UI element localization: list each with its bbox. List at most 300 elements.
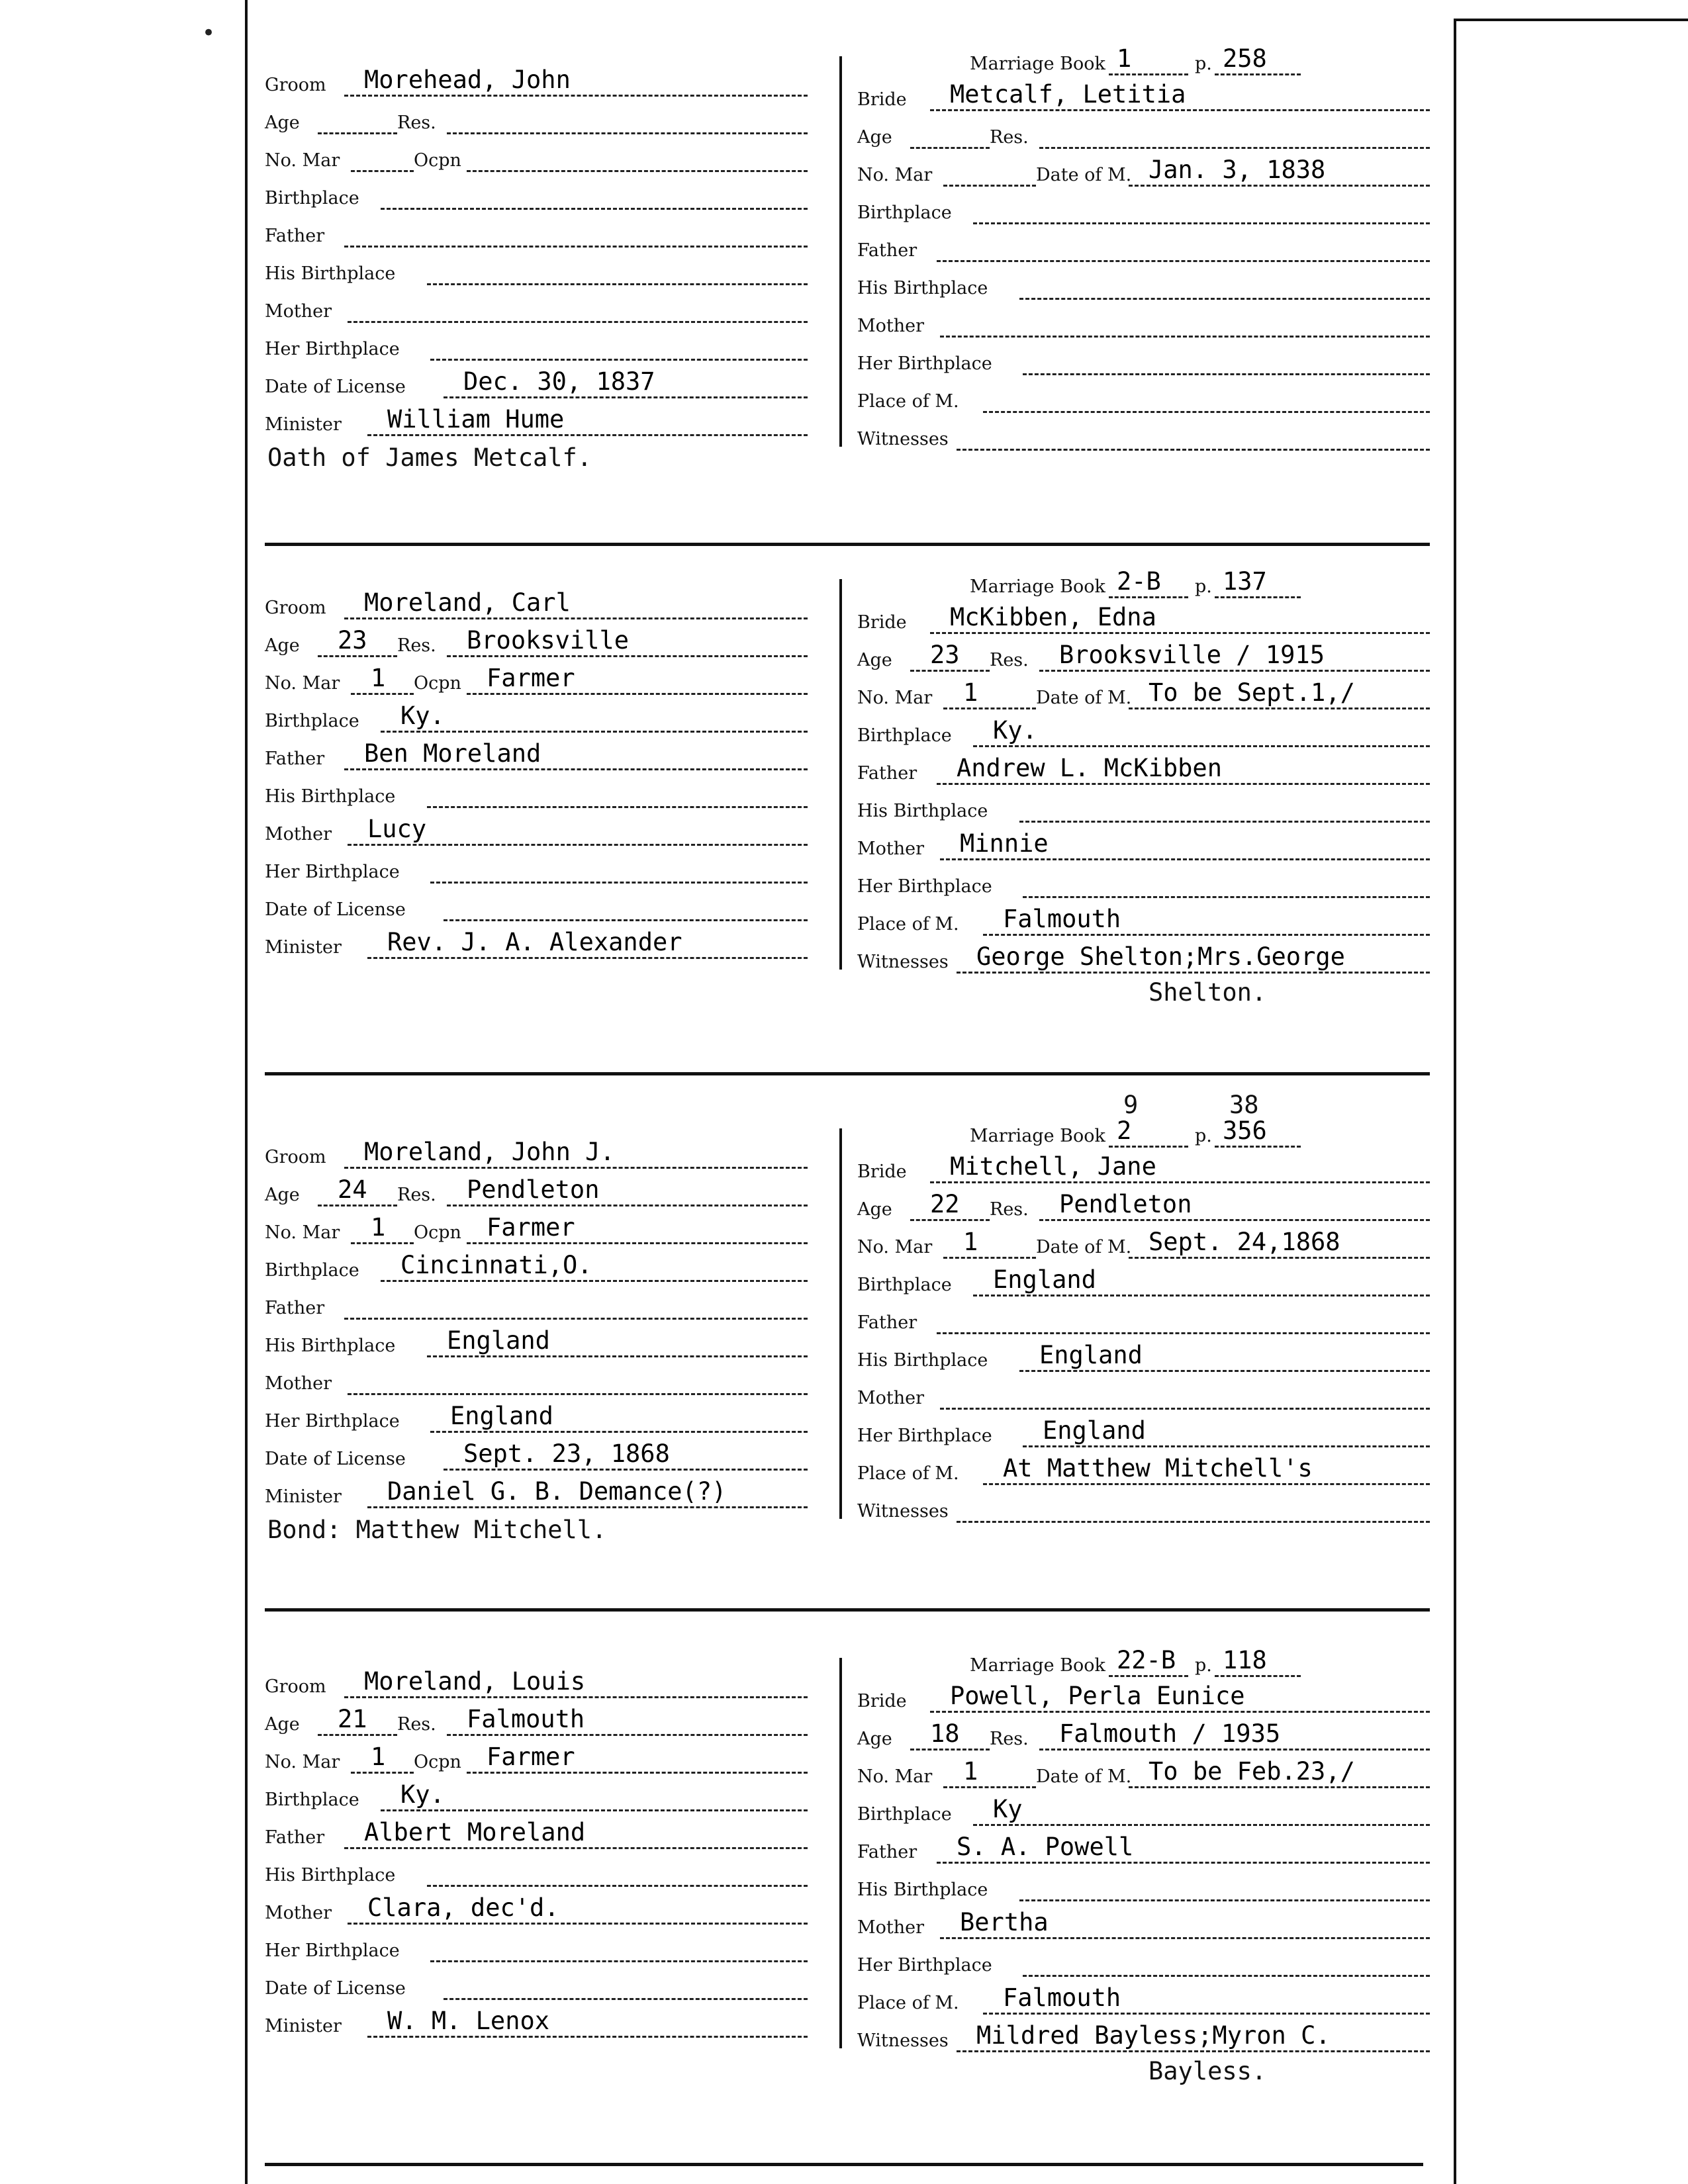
book-page-value: 258 [1223, 44, 1267, 73]
marriage-book-label: Marriage Book [970, 576, 1105, 597]
bride-age-label: Age [857, 1729, 892, 1749]
bride-date-of-m-label: Date of M. [1036, 1237, 1132, 1257]
groom-minister-value: Daniel G. B. Demance(?) [387, 1477, 727, 1506]
groom-ocpn-label: Ocpn [414, 150, 461, 171]
groom-father-label: Father [265, 1298, 325, 1318]
groom-age [265, 1169, 397, 1209]
groom-birthplace-underline [381, 731, 808, 733]
groom-his-birthplace-label: His Birthplace [265, 1336, 396, 1356]
groom-date-of-license-label: Date of License [265, 1978, 406, 1999]
groom-res-underline [447, 132, 808, 134]
bride-no-mar-value: 1 [963, 1757, 978, 1786]
groom-birthplace [265, 1774, 808, 1814]
groom-her-birthplace-label: Her Birthplace [265, 339, 400, 359]
bride-age [857, 112, 990, 152]
bride-his-birthplace-label: His Birthplace [857, 1350, 988, 1371]
bride-res-underline [1039, 1219, 1430, 1221]
bride-mother [857, 300, 1430, 340]
marriage-book-ref [970, 1640, 1314, 1680]
groom-minister-underline [367, 1506, 808, 1508]
bride-father-underline [937, 1862, 1430, 1864]
groom-no-mar-underline [351, 1242, 414, 1244]
groom-his-birthplace [265, 771, 808, 811]
bride-father-value: Andrew L. McKibben [957, 754, 1222, 782]
bride-res [990, 1713, 1430, 1753]
bride-res-value: Falmouth / 1935 [1059, 1719, 1281, 1748]
groom-date-of-license [265, 1963, 808, 2003]
groom-no-mar [265, 135, 414, 175]
groom-no-mar [265, 1737, 414, 1776]
groom-no-mar-value: 1 [371, 1743, 386, 1771]
bride-place-of-m-label: Place of M. [857, 914, 959, 934]
bride-mother-label: Mother [857, 1917, 925, 1938]
column-divider [839, 1128, 842, 1519]
groom-minister-value: Rev. J. A. Alexander [387, 928, 682, 956]
bride-witnesses-value: George Shelton;Mrs.George [976, 942, 1345, 971]
groom-his-birthplace-label: His Birthplace [265, 263, 396, 284]
groom-date-of-license [265, 361, 808, 401]
book-number-value: 1 [1117, 44, 1132, 73]
bride-mother-label: Mother [857, 316, 925, 336]
bride-date-of-m-underline [1129, 1257, 1430, 1259]
groom-date-of-license-underline [444, 396, 808, 398]
marriage-book-label: Marriage Book [970, 1655, 1105, 1676]
groom-res-value: Falmouth [467, 1705, 585, 1733]
bride-his-birthplace-label: His Birthplace [857, 801, 988, 821]
bride-father [857, 748, 1430, 788]
groom-minister [265, 2001, 808, 2040]
bride-his-birthplace [857, 1335, 1430, 1375]
bride-witnesses [857, 2015, 1430, 2055]
bride-date-of-m-underline [1129, 1786, 1430, 1788]
groom-her-birthplace-underline [430, 882, 808, 884]
bride-age-underline [910, 147, 990, 149]
bride-father-label: Father [857, 763, 917, 784]
bride-age-underline [910, 1219, 990, 1221]
groom-minister-label: Minister [265, 937, 342, 958]
groom-her-birthplace [265, 324, 808, 363]
bride-place-of-m-underline [983, 2013, 1430, 2015]
bride-res-underline [1039, 147, 1430, 149]
groom-age [265, 1699, 397, 1739]
bride-bride-value: Powell, Perla Eunice [950, 1682, 1245, 1710]
bride-place-of-m-underline [983, 934, 1430, 936]
bride-mother-value: Minnie [960, 829, 1049, 858]
bride-age-value: 22 [930, 1190, 960, 1218]
groom-age-label: Age [265, 1185, 300, 1205]
bride-place-of-m-label: Place of M. [857, 1463, 959, 1484]
record-note: Oath of James Metcalf. [267, 443, 592, 472]
groom-groom-label: Groom [265, 598, 326, 618]
groom-birthplace-value: Ky. [400, 702, 445, 730]
groom-his-birthplace-value: England [447, 1326, 550, 1355]
bride-date-of-m-value: To be Feb.23,/ [1149, 1757, 1355, 1786]
groom-birthplace-underline [381, 1280, 808, 1282]
groom-her-birthplace [265, 1925, 808, 1965]
groom-ocpn-value: Farmer [487, 664, 575, 692]
bride-bride [857, 1676, 1430, 1715]
groom-no-mar-value: 1 [371, 664, 386, 692]
bride-no-mar-label: No. Mar [857, 165, 933, 185]
bride-res-value: Pendleton [1059, 1190, 1192, 1218]
bride-mother-underline [940, 1937, 1430, 1939]
groom-no-mar [265, 658, 414, 698]
groom-his-birthplace [265, 248, 808, 288]
column-divider [839, 1658, 842, 2048]
groom-mother-underline [348, 1923, 808, 1925]
groom-ocpn-underline [467, 170, 808, 172]
groom-ocpn-value: Farmer [487, 1213, 575, 1242]
bride-father-label: Father [857, 1312, 917, 1333]
bride-witnesses-label: Witnesses [857, 429, 949, 449]
bride-witnesses [857, 414, 1430, 453]
groom-his-birthplace-label: His Birthplace [265, 786, 396, 807]
bride-witnesses [857, 936, 1430, 976]
bride-father [857, 1297, 1430, 1337]
bride-his-birthplace [857, 263, 1430, 302]
page-label: p. [1195, 1655, 1212, 1676]
book-page-value: 118 [1223, 1646, 1267, 1674]
groom-father-label: Father [265, 1827, 325, 1848]
book-number-value: 22-B [1117, 1646, 1176, 1674]
page-top-edge [1454, 19, 1688, 21]
groom-father-value: Albert Moreland [364, 1818, 586, 1846]
groom-groom-label: Groom [265, 75, 326, 95]
groom-birthplace-label: Birthplace [265, 1260, 359, 1281]
bride-bride-value: Mitchell, Jane [950, 1152, 1156, 1181]
bride-mother-underline [940, 1408, 1430, 1410]
bride-birthplace-label: Birthplace [857, 203, 952, 223]
groom-date-of-license-label: Date of License [265, 1449, 406, 1469]
bride-his-birthplace-label: His Birthplace [857, 278, 988, 298]
bride-witnesses-underline [957, 449, 1430, 451]
bride-date-of-m-value: To be Sept.1,/ [1149, 678, 1355, 707]
groom-father [265, 210, 808, 250]
groom-father-value: Ben Moreland [364, 739, 541, 768]
record-note: Bond: Matthew Mitchell. [267, 1516, 607, 1544]
groom-his-birthplace-underline [427, 806, 808, 808]
bride-place-of-m-value: Falmouth [1003, 1983, 1121, 2012]
groom-groom-value: Morehead, John [364, 66, 571, 94]
bride-res-label: Res. [990, 1729, 1029, 1749]
bride-date-of-m-underline [1129, 185, 1430, 187]
groom-age-value: 24 [338, 1175, 367, 1204]
groom-res-underline [447, 655, 808, 657]
bride-witnesses [857, 1486, 1430, 1525]
marriage-book-ref [970, 38, 1314, 78]
bride-no-mar-underline [943, 1786, 1036, 1788]
bride-place-of-m-label: Place of M. [857, 391, 959, 412]
groom-groom-underline [344, 95, 808, 97]
groom-age-label: Age [265, 635, 300, 656]
bride-witnesses-label: Witnesses [857, 2030, 949, 2051]
groom-father-underline [344, 768, 808, 770]
groom-his-birthplace-underline [427, 1885, 808, 1887]
bride-her-birthplace-label: Her Birthplace [857, 1955, 992, 1976]
groom-her-birthplace-underline [430, 1960, 808, 1962]
bride-date-of-m [1036, 150, 1430, 189]
bride-father [857, 225, 1430, 265]
groom-his-birthplace [265, 1850, 808, 1889]
groom-groom-value: Moreland, John J. [364, 1138, 615, 1166]
groom-birthplace-label: Birthplace [265, 711, 359, 731]
bride-his-birthplace-underline [1019, 821, 1430, 823]
groom-res-label: Res. [397, 1185, 436, 1205]
groom-groom [265, 1132, 808, 1171]
bride-bride-label: Bride [857, 1691, 907, 1711]
bride-bride-underline [930, 109, 1430, 111]
groom-groom-underline [344, 1696, 808, 1698]
bride-date-of-m [1036, 1222, 1430, 1261]
groom-groom [265, 582, 808, 622]
groom-ocpn [414, 658, 808, 698]
bride-birthplace-underline [973, 745, 1430, 747]
groom-res-value: Brooksville [467, 626, 630, 655]
bride-no-mar-underline [943, 1257, 1036, 1259]
bride-no-mar-label: No. Mar [857, 1766, 933, 1787]
bride-her-birthplace-underline [1023, 1445, 1430, 1447]
groom-res-label: Res. [397, 635, 436, 656]
bride-birthplace-value: Ky [993, 1795, 1023, 1823]
bride-age-underline [910, 1749, 990, 1751]
groom-ocpn-underline [467, 693, 808, 695]
groom-age-underline [318, 132, 397, 134]
bride-mother-value: Bertha [960, 1908, 1049, 1936]
groom-mother-underline [348, 321, 808, 323]
bride-mother-underline [940, 336, 1430, 338]
bride-birthplace-value: Ky. [993, 716, 1037, 745]
bride-no-mar-value: 1 [963, 678, 978, 707]
bride-date-of-m-value: Jan. 3, 1838 [1149, 156, 1326, 184]
groom-res-underline [447, 1205, 808, 1206]
bride-birthplace-underline [973, 1295, 1430, 1297]
bride-father [857, 1827, 1430, 1866]
groom-birthplace-label: Birthplace [265, 1790, 359, 1810]
groom-mother-label: Mother [265, 1903, 332, 1923]
bride-no-mar-underline [943, 707, 1036, 709]
groom-date-of-license-underline [444, 919, 808, 921]
marriage-record [252, 549, 1443, 1079]
bride-bride-underline [930, 1711, 1430, 1713]
groom-no-mar-label: No. Mar [265, 1752, 340, 1772]
groom-ocpn-label: Ocpn [414, 673, 461, 694]
page-right-edge [1454, 20, 1456, 2184]
groom-minister-label: Minister [265, 414, 342, 435]
groom-res-underline [447, 1734, 808, 1736]
bottom-rule [265, 2163, 1423, 2166]
groom-mother-underline [348, 1393, 808, 1395]
groom-minister-label: Minister [265, 2016, 342, 2036]
groom-minister-underline [367, 2036, 808, 2038]
bride-birthplace-underline [973, 1824, 1430, 1826]
groom-groom-underline [344, 1167, 808, 1169]
bride-witnesses-continued: Bayless. [1149, 2057, 1267, 2085]
book-number-overwrite: 9 [1123, 1091, 1139, 1119]
groom-birthplace [265, 696, 808, 735]
groom-minister [265, 922, 808, 962]
bride-place-of-m [857, 376, 1430, 416]
groom-mother [265, 1888, 808, 1927]
book-number-value: 2 [1117, 1116, 1132, 1145]
bride-bride-label: Bride [857, 612, 907, 633]
book-page-value: 137 [1223, 567, 1267, 596]
groom-minister [265, 399, 808, 439]
groom-age-underline [318, 1734, 397, 1736]
book-number-value: 2-B [1117, 567, 1161, 596]
groom-ocpn-underline [467, 1242, 808, 1244]
groom-father-underline [344, 246, 808, 248]
groom-father-underline [344, 1847, 808, 1849]
bride-witnesses-underline [957, 972, 1430, 974]
groom-ocpn-label: Ocpn [414, 1752, 461, 1772]
bride-no-mar-value: 1 [963, 1228, 978, 1256]
bride-her-birthplace-label: Her Birthplace [857, 1426, 992, 1446]
groom-age-underline [318, 1205, 397, 1206]
groom-ocpn-value: Farmer [487, 1743, 575, 1771]
bride-her-birthplace-value: England [1043, 1416, 1146, 1445]
groom-no-mar-underline [351, 170, 414, 172]
groom-birthplace [265, 1245, 808, 1285]
groom-birthplace-label: Birthplace [265, 188, 359, 208]
bride-bride-label: Bride [857, 89, 907, 110]
groom-res-label: Res. [397, 113, 436, 133]
bride-date-of-m [1036, 1751, 1430, 1791]
column-divider [839, 56, 842, 447]
groom-date-of-license [265, 1433, 808, 1473]
bride-birthplace-label: Birthplace [857, 1804, 952, 1825]
groom-father [265, 733, 808, 773]
marriage-book-ref [970, 1111, 1314, 1150]
groom-ocpn [414, 1207, 808, 1247]
bride-his-birthplace [857, 786, 1430, 825]
groom-groom [265, 60, 808, 99]
groom-no-mar-label: No. Mar [265, 150, 340, 171]
groom-no-mar [265, 1207, 414, 1247]
bride-witnesses-underline [957, 2050, 1430, 2052]
bride-age-label: Age [857, 127, 892, 148]
bride-her-birthplace-underline [1023, 1975, 1430, 1977]
bride-no-mar-label: No. Mar [857, 688, 933, 708]
groom-minister-label: Minister [265, 1486, 342, 1507]
bride-birthplace-value: England [993, 1265, 1096, 1294]
bride-his-birthplace-underline [1019, 1370, 1430, 1372]
groom-date-of-license-underline [444, 1469, 808, 1471]
bride-no-mar [857, 672, 1036, 712]
bride-mother [857, 1373, 1430, 1412]
bride-father-value: S. A. Powell [957, 1833, 1134, 1861]
groom-her-birthplace-underline [430, 359, 808, 361]
groom-minister-underline [367, 434, 808, 436]
bride-witnesses-label: Witnesses [857, 1501, 949, 1522]
bride-place-of-m-label: Place of M. [857, 1993, 959, 2013]
groom-mother-value: Lucy [367, 815, 427, 843]
groom-ocpn-label: Ocpn [414, 1222, 461, 1243]
groom-date-of-license-underline [444, 1998, 808, 2000]
groom-minister [265, 1471, 808, 1511]
groom-age-label: Age [265, 1714, 300, 1735]
groom-date-of-license-label: Date of License [265, 899, 406, 920]
groom-mother-value: Clara, dec'd. [367, 1893, 559, 1922]
groom-father-underline [344, 1318, 808, 1320]
bride-mother [857, 823, 1430, 863]
bride-witnesses-label: Witnesses [857, 952, 949, 972]
bride-bride-label: Bride [857, 1161, 907, 1182]
groom-her-birthplace-label: Her Birthplace [265, 1940, 400, 1961]
bride-no-mar-underline [943, 185, 1036, 187]
groom-ocpn [414, 1737, 808, 1776]
marriage-book-ref [970, 561, 1314, 601]
bride-place-of-m [857, 899, 1430, 938]
bride-mother-label: Mother [857, 1388, 925, 1408]
bride-bride [857, 1146, 1430, 1186]
bride-witnesses-underline [957, 1521, 1430, 1523]
groom-date-of-license-value: Dec. 30, 1837 [463, 367, 655, 396]
bride-date-of-m-label: Date of M. [1036, 688, 1132, 708]
groom-mother [265, 809, 808, 848]
bride-birthplace-underline [973, 222, 1430, 224]
groom-mother [265, 286, 808, 326]
groom-minister-underline [367, 957, 808, 959]
bride-place-of-m-underline [983, 1483, 1430, 1485]
groom-his-birthplace [265, 1320, 808, 1360]
groom-no-mar-underline [351, 693, 414, 695]
punch-mark: • [202, 20, 216, 46]
groom-ocpn [414, 135, 808, 175]
groom-her-birthplace-value: England [450, 1402, 553, 1430]
bride-bride-underline [930, 632, 1430, 634]
groom-her-birthplace-underline [430, 1431, 808, 1433]
bride-res-label: Res. [990, 127, 1029, 148]
groom-age-label: Age [265, 113, 300, 133]
bride-bride-underline [930, 1181, 1430, 1183]
bride-no-mar [857, 150, 1036, 189]
groom-mother-underline [348, 844, 808, 846]
bride-date-of-m-underline [1129, 707, 1430, 709]
groom-date-of-license [265, 884, 808, 924]
bride-birthplace [857, 710, 1430, 750]
bride-no-mar-label: No. Mar [857, 1237, 933, 1257]
bride-bride [857, 597, 1430, 637]
bride-bride-value: McKibben, Edna [950, 603, 1156, 631]
bride-birthplace [857, 187, 1430, 227]
bride-date-of-m-label: Date of M. [1036, 165, 1132, 185]
groom-groom-value: Moreland, Carl [364, 588, 571, 617]
bride-res-underline [1039, 1749, 1430, 1751]
bride-birthplace [857, 1259, 1430, 1299]
bride-age [857, 635, 990, 674]
groom-groom-label: Groom [265, 1676, 326, 1697]
groom-date-of-license-label: Date of License [265, 377, 406, 397]
groom-birthplace-value: Cincinnati,O. [400, 1251, 592, 1279]
bride-res-value: Brooksville / 1915 [1059, 641, 1325, 669]
bride-no-mar [857, 1222, 1036, 1261]
groom-groom-underline [344, 617, 808, 619]
groom-father [265, 1812, 808, 1852]
bride-res [990, 635, 1430, 674]
bride-his-birthplace-label: His Birthplace [857, 1880, 988, 1900]
bride-age-label: Age [857, 1199, 892, 1220]
bride-his-birthplace-underline [1019, 298, 1430, 300]
groom-age-value: 23 [338, 626, 367, 655]
groom-mother-label: Mother [265, 824, 332, 844]
bride-father-underline [937, 783, 1430, 785]
bride-father-underline [937, 260, 1430, 262]
bride-age [857, 1713, 990, 1753]
bride-mother-underline [940, 858, 1430, 860]
groom-father-label: Father [265, 226, 325, 246]
bride-birthplace [857, 1789, 1430, 1829]
bride-res [990, 112, 1430, 152]
